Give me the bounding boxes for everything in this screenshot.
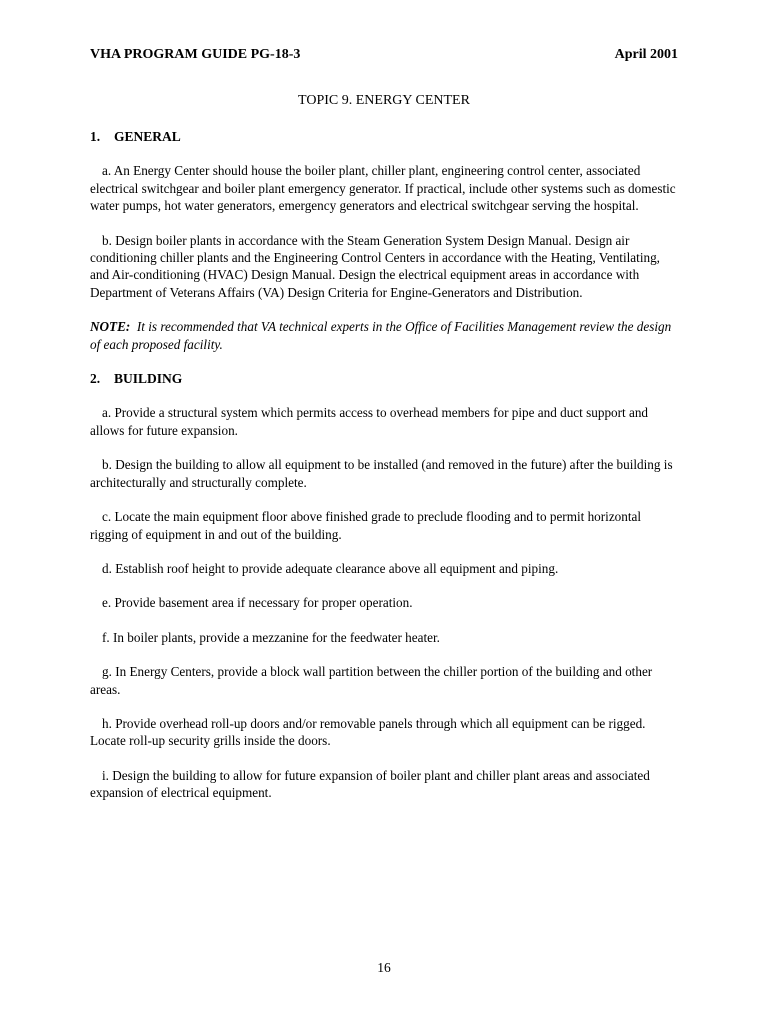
section-heading-general — [90, 128, 678, 145]
paragraph-building-g: g. In Energy Centers, provide a block wall partition between the chiller portion of the building and other areas. — [90, 664, 653, 697]
paragraph-building-h: h. Provide overhead roll-up doors and/or removable panels through which all equipment can be rigged. Locate roll-up security grills inside the doors. — [90, 715, 646, 749]
section-title: BUILDING — [114, 371, 183, 387]
paragraph-building-e: e. Provide basement area if necessary for proper operation. — [102, 595, 413, 611]
paragraph-general-a: a. An Energy Center should house the boiler plant, chiller plant, engineering control center, associated electrical switchgear and boiler plant emergency generator. If practical, include other systems such as domestic water pumps, hot water generators, emergency generators and electrical switchgear serving the hospital. — [90, 163, 676, 214]
header-date: April 2001 — [614, 47, 678, 62]
document-page — [90, 0, 678, 1024]
paragraph-building-d: d. Establish roof height to provide adequate clearance above all equipment and piping. — [102, 560, 559, 576]
topic-title: TOPIC 9. ENERGY CENTER — [298, 93, 470, 108]
paragraph-building-b: b. Design the building to allow all equipment to be installed (and removed in the future) after the building is architecturally and structurally complete. — [90, 457, 673, 490]
section-title: GENERAL — [114, 129, 181, 144]
paragraph-general-b: b. Design boiler plants in accordance with the Steam Generation System Design Manual. Design air conditioning chiller plants and the Engineering Control Centers in accordance with the Heating, Ventilating, and Air-conditioning (HVAC) Design Manual. Design the electrical equipment areas in accordance with Department of Veterans Affairs (VA) Design Criteria for Engine-Generators and Distribution. — [90, 232, 660, 300]
document-body — [90, 128, 678, 819]
note-label: NOTE: — [90, 319, 131, 335]
note-text: It is recommended that VA technical experts in the Office of Facilities Management review the design of each proposed facility. — [90, 319, 672, 352]
running-header — [90, 47, 678, 63]
header-program-guide: VHA PROGRAM GUIDE PG-18-3 — [90, 47, 301, 62]
section-heading-building — [90, 370, 678, 387]
page-number: 16 — [377, 960, 391, 975]
note-paragraph — [90, 318, 678, 353]
section-number: 1. — [90, 129, 101, 144]
paragraph-building-f: f. In boiler plants, provide a mezzanine for the feedwater heater. — [102, 629, 440, 645]
paragraph-building-a: a. Provide a structural system which permits access to overhead members for pipe and duct support and allows for future expansion. — [90, 405, 649, 438]
section-number: 2. — [90, 371, 101, 387]
paragraph-building-i: i. Design the building to allow for future expansion of boiler plant and chiller plant areas and associated expansion of electrical equipment. — [90, 767, 650, 801]
paragraph-building-c: c. Locate the main equipment floor above finished grade to preclude flooding and to permit horizontal rigging of equipment in and out of the building. — [90, 509, 642, 542]
